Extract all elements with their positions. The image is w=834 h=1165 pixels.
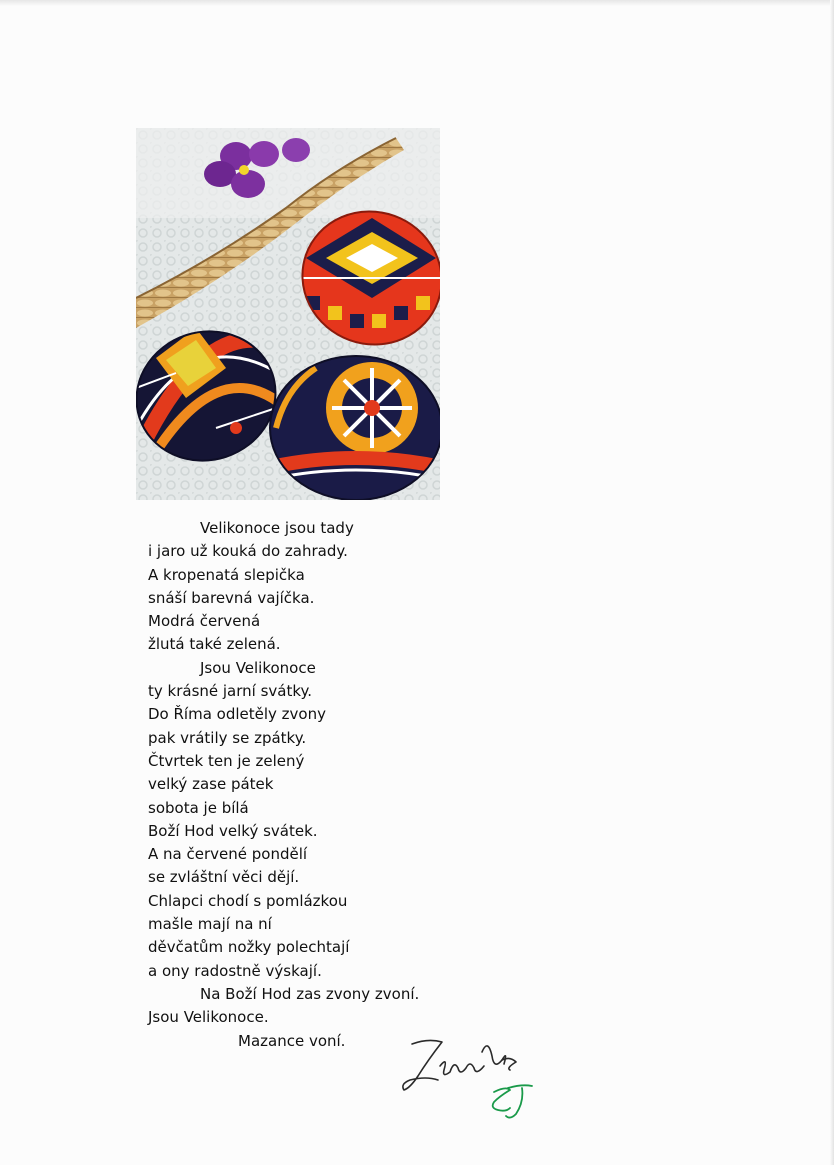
scan-right-edge	[830, 0, 834, 1165]
poem-line: mašle mají na ní	[148, 915, 272, 934]
poem-line: snáší barevná vajíčka.	[148, 588, 315, 607]
poem-line: Boží Hod velký svátek.	[148, 821, 318, 840]
poem-line: sobota je bílá	[148, 798, 249, 817]
handwritten-signature	[398, 1030, 548, 1130]
poem-line: pak vrátily se zpátky.	[148, 728, 307, 747]
signature-drawing	[398, 1030, 548, 1130]
poem-line: se zvláštní věci dějí.	[148, 868, 300, 887]
poem-line: Jsou Velikonoce	[200, 658, 316, 677]
easter-eggs-illustration	[136, 128, 440, 500]
poem-line: A kropenatá slepička	[148, 565, 305, 584]
poem-line: Na Boží Hod zas zvony zvoní.	[200, 984, 420, 1003]
poem-line: Chlapci chodí s pomlázkou	[148, 891, 348, 910]
poem-line: Jsou Velikonoce.	[148, 1008, 269, 1027]
poem-line: velký zase pátek	[148, 775, 274, 794]
poem-line: žlutá také zelená.	[148, 635, 281, 654]
poem-line: děvčatům nožky polechtají	[148, 938, 350, 957]
scan-top-edge	[0, 0, 834, 6]
poem-line: Velikonoce jsou tady	[200, 519, 354, 537]
poem-line: Modrá červená	[148, 612, 261, 631]
poem-line: A na červené pondělí	[148, 845, 308, 864]
poem-line: Do Říma odletěly zvony	[148, 705, 326, 724]
poem-line: ty krásné jarní svátky.	[148, 682, 313, 701]
poem-line: a ony radostně výskají.	[148, 961, 322, 980]
poem-line: i jaro už kouká do zahrady.	[148, 542, 348, 561]
poem	[148, 517, 468, 1053]
easter-eggs-photo	[136, 128, 440, 500]
poem-line: Čtvrtek ten je zelený	[148, 751, 305, 770]
poem-line: Mazance voní.	[238, 1031, 346, 1050]
